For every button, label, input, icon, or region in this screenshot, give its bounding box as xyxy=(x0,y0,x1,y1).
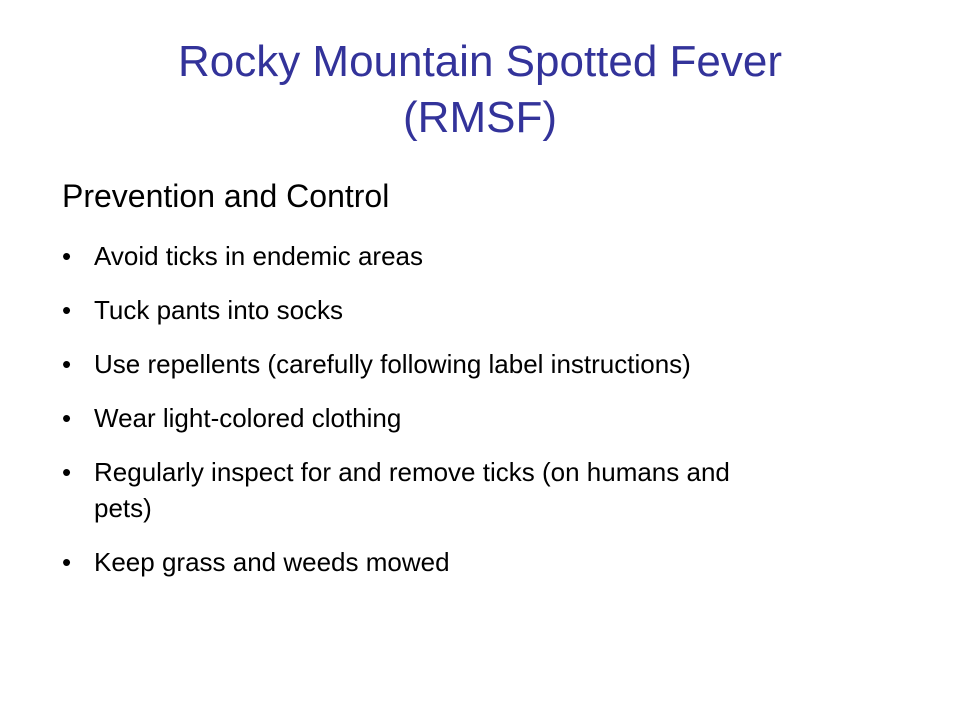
bullet-item xyxy=(62,544,762,580)
bullet-item xyxy=(62,346,762,382)
bullet-text: Keep grass and weeds mowed xyxy=(94,547,450,577)
bullet-dot-icon: • xyxy=(62,295,72,325)
slide-title xyxy=(40,34,920,146)
bullet-dot-icon: • xyxy=(62,403,72,433)
bullet-dot-icon: • xyxy=(62,457,72,487)
bullet-text: Tuck pants into socks xyxy=(94,295,344,325)
bullet-item xyxy=(62,292,762,328)
slide-title-line-1: Rocky Mountain Spotted Fever xyxy=(177,37,783,86)
bullet-text: Regularly inspect for and remove ticks (on humans and pets) xyxy=(94,457,730,523)
bullet-text: Wear light-colored clothing xyxy=(94,403,402,433)
slide-subtitle: Prevention and Control xyxy=(62,178,390,214)
bullet-dot-icon: • xyxy=(62,349,72,379)
bullet-text: Avoid ticks in endemic areas xyxy=(94,241,424,271)
bullet-dot-icon: • xyxy=(62,547,72,577)
bullet-list xyxy=(62,238,762,598)
bullet-dot-icon: • xyxy=(62,241,72,271)
bullet-item xyxy=(62,454,762,526)
slide-title-line-2: (RMSF) xyxy=(403,93,557,142)
bullet-text: Use repellents (carefully following label instructions) xyxy=(94,349,691,379)
bullet-item xyxy=(62,400,762,436)
bullet-item xyxy=(62,238,762,274)
